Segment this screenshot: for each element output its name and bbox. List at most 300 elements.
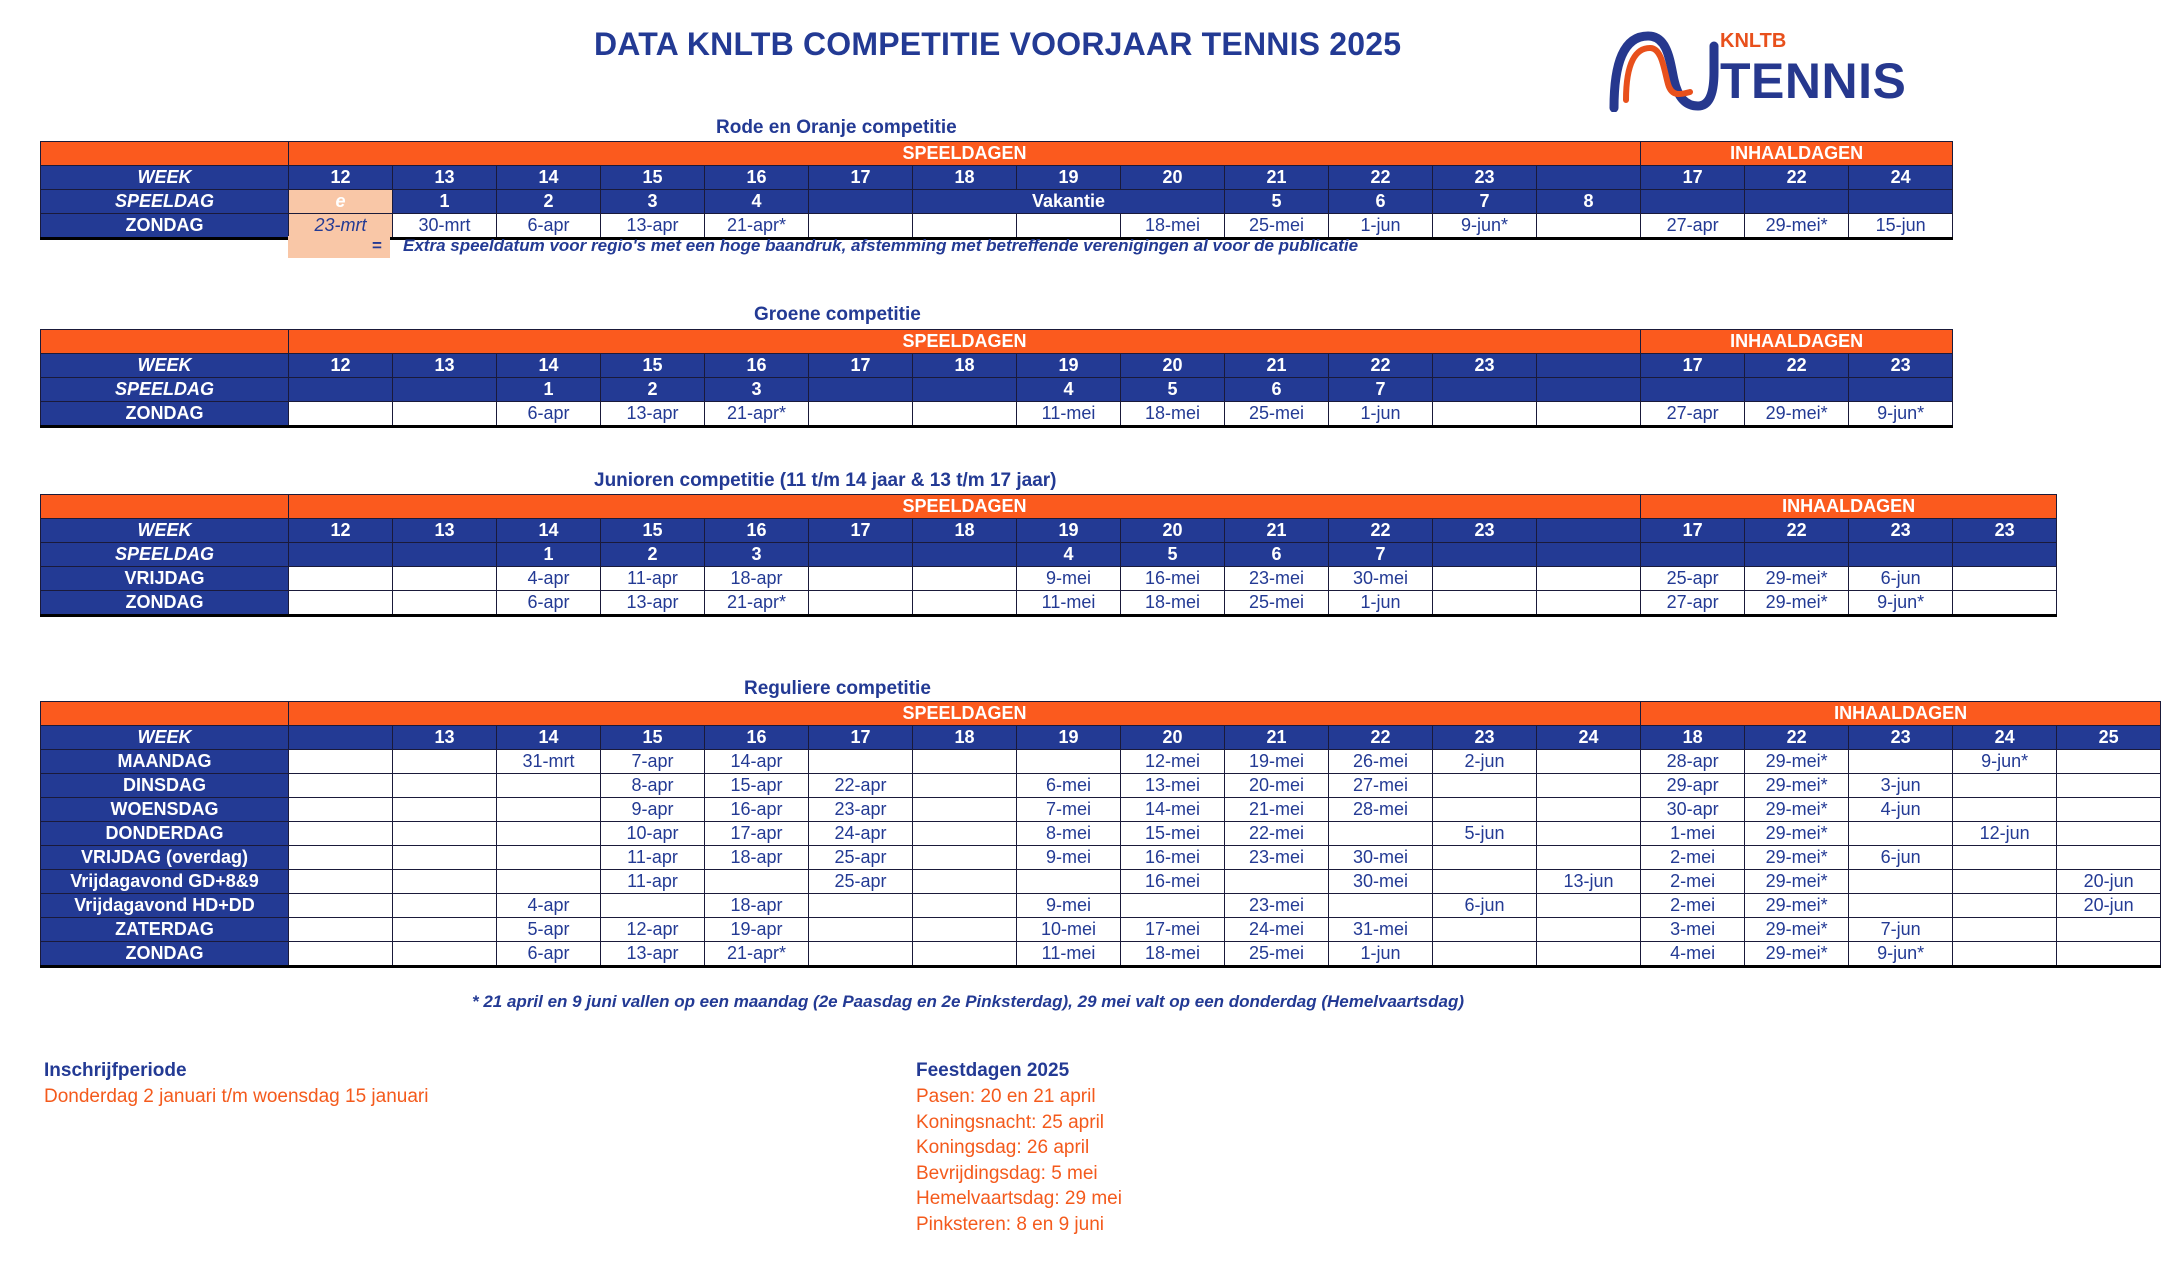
cell — [1017, 214, 1121, 239]
cell: 17-mei — [1121, 918, 1225, 942]
cell: 19 — [1017, 726, 1121, 750]
cell — [1329, 894, 1433, 918]
cell: 17 — [1641, 519, 1745, 543]
cell: 25-apr — [1641, 567, 1745, 591]
cell: 30-mei — [1329, 846, 1433, 870]
cell: 12 — [289, 519, 393, 543]
cell — [289, 591, 393, 616]
cell: 13 — [393, 354, 497, 378]
cell — [1329, 822, 1433, 846]
cell — [1849, 378, 1953, 402]
cell: 23 — [1953, 519, 2057, 543]
cell — [1745, 190, 1849, 214]
cell: 29-mei* — [1745, 918, 1849, 942]
cell — [289, 846, 393, 870]
cell: 17 — [809, 166, 913, 190]
cell — [601, 894, 705, 918]
cell — [1537, 591, 1641, 616]
cell — [2057, 918, 2161, 942]
cell: 6-apr — [497, 942, 601, 967]
row-label: Vrijdagavond HD+DD — [41, 894, 289, 918]
cell: 23 — [1849, 519, 1953, 543]
cell: 23-mei — [1225, 894, 1329, 918]
cell: 24 — [1537, 726, 1641, 750]
cell: 13-apr — [601, 942, 705, 967]
cell — [913, 402, 1017, 427]
row-label: WEEK — [41, 726, 289, 750]
cell: e — [289, 190, 393, 214]
cell: 27-apr — [1641, 402, 1745, 427]
cell: 7-apr — [601, 750, 705, 774]
cell: 5 — [1121, 378, 1225, 402]
cell: 16 — [705, 726, 809, 750]
cell — [1953, 543, 2057, 567]
cell: 11-apr — [601, 567, 705, 591]
cell — [393, 567, 497, 591]
cell — [1433, 918, 1537, 942]
cell: 19 — [1017, 519, 1121, 543]
cell: 23 — [1849, 354, 1953, 378]
cell — [1433, 870, 1537, 894]
cell: 29-mei* — [1745, 402, 1849, 427]
cell — [1537, 894, 1641, 918]
cell: 7 — [1433, 190, 1537, 214]
cell — [1433, 567, 1537, 591]
cell — [2057, 942, 2161, 967]
cell: 20 — [1121, 726, 1225, 750]
cell — [393, 822, 497, 846]
cell: 1 — [393, 190, 497, 214]
cell: 25 — [2057, 726, 2161, 750]
cell — [393, 846, 497, 870]
cell — [913, 822, 1017, 846]
cell: 4 — [1017, 543, 1121, 567]
table-rode-oranje — [40, 141, 1953, 240]
cell: 23 — [1433, 354, 1537, 378]
cell: 22 — [1329, 726, 1433, 750]
header-label-cell — [41, 495, 289, 519]
cell: 5 — [1225, 190, 1329, 214]
cell: 13-mei — [1121, 774, 1225, 798]
cell: 15 — [601, 354, 705, 378]
knltb-tennis-logo — [1606, 22, 1907, 112]
cell — [913, 750, 1017, 774]
row-label: SPEELDAG — [41, 190, 289, 214]
cell: 17 — [1641, 166, 1745, 190]
cell: 15-apr — [705, 774, 809, 798]
cell — [1537, 942, 1641, 967]
inhaaldagen-header: INHAALDAGEN — [1641, 142, 1953, 166]
cell — [1953, 894, 2057, 918]
cell — [1953, 918, 2057, 942]
cell — [393, 591, 497, 616]
cell: 11-apr — [601, 846, 705, 870]
cell — [1433, 543, 1537, 567]
cell: 8 — [1537, 190, 1641, 214]
cell: 1-mei — [1641, 822, 1745, 846]
cell — [809, 567, 913, 591]
cell: 18-apr — [705, 567, 809, 591]
cell — [289, 750, 393, 774]
cell — [809, 750, 913, 774]
cell: 3 — [705, 543, 809, 567]
cell: 16 — [705, 519, 809, 543]
cell: 5 — [1121, 543, 1225, 567]
cell: 4-mei — [1641, 942, 1745, 967]
cell: 20 — [1121, 519, 1225, 543]
cell — [1849, 822, 1953, 846]
cell: 29-mei* — [1745, 798, 1849, 822]
cell: 18-apr — [705, 894, 809, 918]
cell: 23-mrt — [289, 214, 393, 239]
section-title-reguliere: Reguliere competitie — [744, 678, 931, 699]
speeldagen-header: SPEELDAGEN — [289, 702, 1641, 726]
cell: 13 — [393, 726, 497, 750]
cell: 18 — [913, 354, 1017, 378]
cell: 6-mei — [1017, 774, 1121, 798]
cell: 22 — [1745, 166, 1849, 190]
cell: 11-apr — [601, 870, 705, 894]
cell — [913, 942, 1017, 967]
cell: 22 — [1329, 519, 1433, 543]
cell: 24 — [1953, 726, 2057, 750]
cell — [1537, 543, 1641, 567]
cell: 25-apr — [809, 846, 913, 870]
speeldagen-header: SPEELDAGEN — [289, 495, 1641, 519]
cell: 18-mei — [1121, 591, 1225, 616]
cell: 28-mei — [1329, 798, 1433, 822]
cell: 1 — [497, 378, 601, 402]
cell — [1745, 378, 1849, 402]
cell: 14 — [497, 519, 601, 543]
cell: 25-mei — [1225, 214, 1329, 239]
cell: 29-mei* — [1745, 750, 1849, 774]
cell — [1641, 190, 1745, 214]
cell: 3-jun — [1849, 774, 1953, 798]
cell: 2 — [497, 190, 601, 214]
cell: 18 — [913, 519, 1017, 543]
cell: 1-jun — [1329, 591, 1433, 616]
cell — [1433, 591, 1537, 616]
cell: 16 — [705, 354, 809, 378]
cell — [1537, 774, 1641, 798]
cell — [393, 798, 497, 822]
cell: 31-mrt — [497, 750, 601, 774]
cell: 7 — [1329, 543, 1433, 567]
cell — [289, 822, 393, 846]
table-junioren — [40, 494, 2057, 617]
table-groene — [40, 329, 1953, 428]
cell — [393, 543, 497, 567]
cell — [913, 798, 1017, 822]
cell — [1537, 846, 1641, 870]
cell: 25-mei — [1225, 402, 1329, 427]
cell: 13-apr — [601, 402, 705, 427]
cell: 2 — [601, 543, 705, 567]
cell — [1953, 591, 2057, 616]
cell — [1537, 519, 1641, 543]
cell: 24-apr — [809, 822, 913, 846]
feestdag-item: Koningsdag: 26 april — [916, 1137, 1090, 1158]
cell: 20-jun — [2057, 894, 2161, 918]
cell — [1537, 822, 1641, 846]
cell: 12 — [289, 166, 393, 190]
footnote: * 21 april en 9 juni vallen op een maandag (2e Paasdag en 2e Pinksterdag), 29 mei valt op een donderdag (Hemelvaartsdag) — [472, 992, 1465, 1011]
section-title-rode-oranje: Rode en Oranje competitie — [716, 117, 957, 138]
cell: 29-mei* — [1745, 214, 1849, 239]
cell: 16-mei — [1121, 846, 1225, 870]
cell: 16-mei — [1121, 870, 1225, 894]
cell: 18-mei — [1121, 214, 1225, 239]
cell — [1537, 214, 1641, 239]
cell: 22-apr — [809, 774, 913, 798]
cell: 19 — [1017, 166, 1121, 190]
header-label-cell — [41, 702, 289, 726]
legend-note: Extra speeldatum voor regio's met een hoge baandruk, afstemming met betreffende verenigingen al voor de publicatie — [403, 236, 1359, 255]
cell — [913, 567, 1017, 591]
logo-tennis: TENNIS — [1720, 53, 1907, 109]
page-title: DATA KNLTB COMPETITIE VOORJAAR TENNIS 2025 — [594, 26, 1402, 62]
cell: 6-apr — [497, 214, 601, 239]
cell: 19 — [1017, 354, 1121, 378]
cell: 24-mei — [1225, 918, 1329, 942]
cell: 12-mei — [1121, 750, 1225, 774]
row-label: WEEK — [41, 354, 289, 378]
cell — [1537, 402, 1641, 427]
cell — [1537, 798, 1641, 822]
cell — [1537, 166, 1641, 190]
cell: 3 — [601, 190, 705, 214]
cell: 29-mei* — [1745, 870, 1849, 894]
cell — [913, 543, 1017, 567]
cell — [913, 894, 1017, 918]
cell: 15 — [601, 726, 705, 750]
cell: 31-mei — [1329, 918, 1433, 942]
cell: 30-mrt — [393, 214, 497, 239]
cell: 30-mei — [1329, 567, 1433, 591]
cell — [1433, 378, 1537, 402]
cell: 27-apr — [1641, 214, 1745, 239]
cell: 25-mei — [1225, 942, 1329, 967]
cell — [393, 894, 497, 918]
cell: 17 — [809, 726, 913, 750]
cell: 9-jun* — [1849, 591, 1953, 616]
cell — [497, 822, 601, 846]
cell: 29-mei* — [1745, 942, 1849, 967]
cell: 28-apr — [1641, 750, 1745, 774]
cell: 2 — [601, 378, 705, 402]
row-label: ZONDAG — [41, 402, 289, 427]
cell: 21-apr* — [705, 402, 809, 427]
cell: 10-mei — [1017, 918, 1121, 942]
cell — [913, 214, 1017, 239]
cell — [913, 846, 1017, 870]
vakantie-cell: Vakantie — [913, 190, 1225, 214]
cell — [1433, 402, 1537, 427]
cell: 7-jun — [1849, 918, 1953, 942]
cell — [1953, 846, 2057, 870]
row-label: DINSDAG — [41, 774, 289, 798]
cell — [809, 543, 913, 567]
cell: 6-apr — [497, 402, 601, 427]
cell — [1745, 543, 1849, 567]
speeldagen-header: SPEELDAGEN — [289, 330, 1641, 354]
cell: 30-mei — [1329, 870, 1433, 894]
cell: 6 — [1225, 378, 1329, 402]
cell: 29-mei* — [1745, 822, 1849, 846]
cell: 19-mei — [1225, 750, 1329, 774]
cell — [1537, 750, 1641, 774]
cell — [289, 567, 393, 591]
cell: 22-mei — [1225, 822, 1329, 846]
cell: 5-jun — [1433, 822, 1537, 846]
cell: 13-apr — [601, 214, 705, 239]
speeldagen-header: SPEELDAGEN — [289, 142, 1641, 166]
row-label: WOENSDAG — [41, 798, 289, 822]
cell — [913, 774, 1017, 798]
cell — [1017, 750, 1121, 774]
cell — [1017, 870, 1121, 894]
inschrijf-title: Inschrijfperiode — [44, 1060, 187, 1081]
feestdag-item: Koningsnacht: 25 april — [916, 1111, 1105, 1133]
feestdag-item: Hemelvaartsdag: 29 mei — [916, 1188, 1122, 1209]
cell: 26-mei — [1329, 750, 1433, 774]
row-label: ZONDAG — [41, 591, 289, 616]
cell — [1537, 378, 1641, 402]
cell: 21 — [1225, 726, 1329, 750]
cell — [1641, 378, 1745, 402]
cell: 7 — [1329, 378, 1433, 402]
cell: 1-jun — [1329, 402, 1433, 427]
cell — [809, 918, 913, 942]
cell: 6 — [1225, 543, 1329, 567]
cell: 18-mei — [1121, 402, 1225, 427]
cell — [497, 846, 601, 870]
cell — [1953, 942, 2057, 967]
cell: 15-mei — [1121, 822, 1225, 846]
cell: 17 — [1641, 354, 1745, 378]
cell: 17-apr — [705, 822, 809, 846]
cell: 14 — [497, 726, 601, 750]
cell — [289, 726, 393, 750]
cell: 21-apr* — [705, 591, 809, 616]
cell: 22 — [1745, 519, 1849, 543]
cell: 14-apr — [705, 750, 809, 774]
cell: 9-jun* — [1849, 942, 1953, 967]
cell: 5-apr — [497, 918, 601, 942]
cell: 23-apr — [809, 798, 913, 822]
cell: 29-apr — [1641, 774, 1745, 798]
cell — [1433, 774, 1537, 798]
cell: 29-mei* — [1745, 774, 1849, 798]
cell: 23 — [1433, 519, 1537, 543]
cell — [1953, 567, 2057, 591]
cell — [1953, 870, 2057, 894]
cell — [1849, 750, 1953, 774]
cell — [1849, 190, 1953, 214]
cell — [393, 870, 497, 894]
cell — [809, 214, 913, 239]
cell — [1849, 543, 1953, 567]
cell: 18-apr — [705, 846, 809, 870]
cell: 2-mei — [1641, 846, 1745, 870]
cell: 1 — [497, 543, 601, 567]
row-label: ZATERDAG — [41, 918, 289, 942]
cell: 10-apr — [601, 822, 705, 846]
cell: 29-mei* — [1745, 567, 1849, 591]
cell: 18 — [913, 166, 1017, 190]
cell: 14-mei — [1121, 798, 1225, 822]
cell: 16-apr — [705, 798, 809, 822]
cell: 22 — [1745, 726, 1849, 750]
cell: 25-apr — [809, 870, 913, 894]
cell: 21-apr* — [705, 214, 809, 239]
row-label: DONDERDAG — [41, 822, 289, 846]
feestdag-item: Pinksteren: 8 en 9 juni — [916, 1213, 1105, 1235]
cell — [809, 378, 913, 402]
cell: 20 — [1121, 354, 1225, 378]
cell — [393, 402, 497, 427]
cell: 18 — [913, 726, 1017, 750]
row-label: SPEELDAG — [41, 543, 289, 567]
cell: 18-mei — [1121, 942, 1225, 967]
cell: 30-apr — [1641, 798, 1745, 822]
cell: 13 — [393, 166, 497, 190]
cell: 17 — [809, 519, 913, 543]
cell — [809, 402, 913, 427]
cell: 16 — [705, 166, 809, 190]
cell: 20 — [1121, 166, 1225, 190]
cell: 29-mei* — [1745, 846, 1849, 870]
cell — [1953, 774, 2057, 798]
cell: 27-apr — [1641, 591, 1745, 616]
cell: 11-mei — [1017, 942, 1121, 967]
cell: 23-mei — [1225, 567, 1329, 591]
cell — [497, 798, 601, 822]
cell: 4-apr — [497, 567, 601, 591]
cell: 9-apr — [601, 798, 705, 822]
cell — [809, 894, 913, 918]
cell — [2057, 798, 2161, 822]
cell — [1537, 918, 1641, 942]
cell: 9-jun* — [1849, 402, 1953, 427]
cell — [393, 942, 497, 967]
cell — [1953, 798, 2057, 822]
cell: 6-jun — [1433, 894, 1537, 918]
cell: 6-jun — [1849, 567, 1953, 591]
header-label-cell — [41, 330, 289, 354]
cell: 3 — [705, 378, 809, 402]
cell: 4 — [705, 190, 809, 214]
cell — [289, 918, 393, 942]
cell: 9-jun* — [1953, 750, 2057, 774]
logo-knltb: KNLTB — [1720, 30, 1787, 52]
logo-swoosh-icon — [1606, 22, 1726, 112]
cell: 21-apr* — [705, 942, 809, 967]
cell: 23 — [1433, 166, 1537, 190]
cell — [1433, 942, 1537, 967]
cell: 6-jun — [1849, 846, 1953, 870]
cell: 15 — [601, 166, 705, 190]
cell — [393, 750, 497, 774]
cell: 1-jun — [1329, 942, 1433, 967]
row-label: MAANDAG — [41, 750, 289, 774]
row-label: WEEK — [41, 166, 289, 190]
cell: 1-jun — [1329, 214, 1433, 239]
cell: 16-mei — [1121, 567, 1225, 591]
cell — [2057, 774, 2161, 798]
cell — [809, 942, 913, 967]
